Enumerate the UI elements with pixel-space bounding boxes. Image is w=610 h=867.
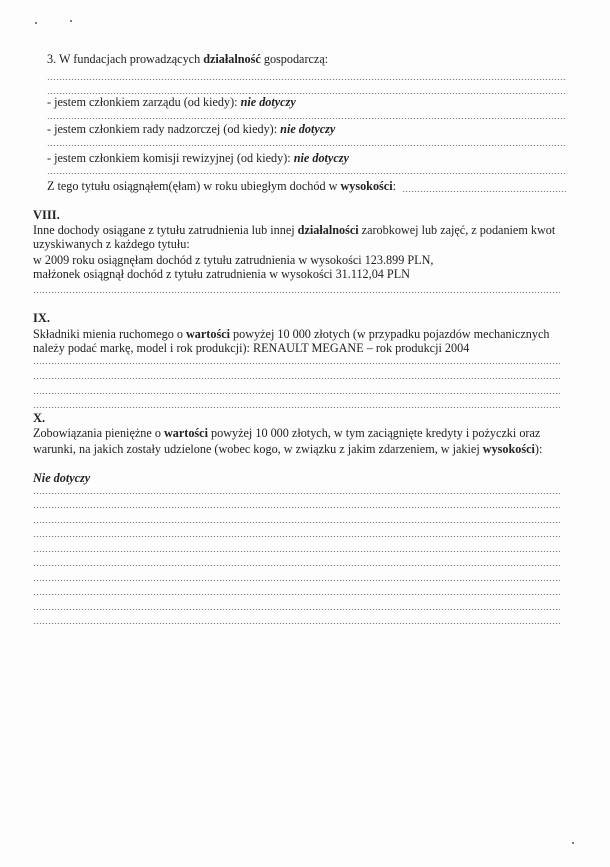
dotted-line <box>33 292 560 293</box>
section-8-answer: małżonek osiągnął dochód z tytułu zatrudnienia w wysokości 31.112,04 PLN <box>33 267 410 281</box>
section-8-text: uzyskiwanych z każdego tytułu: <box>33 237 190 251</box>
dotted-line <box>47 145 567 146</box>
supervisory-board-line: - jestem członkiem rady nadzorczej (od kiedy): nie dotyczy <box>47 122 336 136</box>
dotted-line <box>33 522 560 523</box>
section-9-heading: IX. <box>33 311 51 325</box>
audit-committee-line: - jestem członkiem komisji rewizyjnej (od kiedy): nie dotyczy <box>47 151 349 165</box>
dotted-line <box>33 594 560 595</box>
dotted-line <box>33 393 560 394</box>
income-line: Z tego tytułu osiągnąłem(ęłam) w roku ubiegłym dochód w wysokości: <box>47 179 396 193</box>
scan-speck <box>35 22 37 24</box>
section-10-text: warunki, na jakich zostały udzielone (wobec kogo, w związku z jakim zdarzeniem, w jakiej wysokości): <box>33 442 543 456</box>
dotted-line <box>33 565 560 566</box>
dotted-line <box>33 551 560 552</box>
dotted-line <box>33 609 560 610</box>
dotted-line <box>47 118 567 119</box>
dotted-line <box>402 191 566 192</box>
dotted-line <box>33 363 560 364</box>
section-10-heading: X. <box>33 411 46 425</box>
section-9-text: Składniki mienia ruchomego o wartości powyżej 10 000 złotych (w przypadku pojazdów mechanicznych <box>33 327 550 341</box>
section-8-answer: w 2009 roku osiągnęłam dochód z tytułu zatrudnienia w wysokości 123.899 PLN, <box>33 253 434 267</box>
section-9-answer: należy podać markę, model i rok produkcji): RENAULT MEGANE – rok produkcji 2004 <box>33 341 470 355</box>
dotted-line <box>47 93 567 94</box>
scan-speck <box>70 20 72 22</box>
dotted-line <box>33 493 560 494</box>
dotted-line <box>47 79 567 80</box>
dotted-line <box>33 407 560 408</box>
section-8-heading: VIII. <box>33 208 60 222</box>
section-10-text: Zobowiązania pieniężne o wartości powyżej 10 000 złotych, w tym zaciągnięte kredyty i pożyczki oraz <box>33 426 541 440</box>
dotted-line <box>33 507 560 508</box>
dotted-line <box>33 623 560 624</box>
section-8-text: Inne dochody osiągane z tytułu zatrudnienia lub innej działalności zarobkowej lub zajęć, z podaniem kwot <box>33 223 556 237</box>
dotted-line <box>33 378 560 379</box>
dotted-line <box>33 580 560 581</box>
board-member-line: - jestem członkiem zarządu (od kiedy): nie dotyczy <box>47 95 296 109</box>
scan-speck <box>572 842 574 844</box>
section-3-title: 3. W fundacjach prowadzących działalność gospodarczą: <box>47 52 329 66</box>
dotted-line <box>33 536 560 537</box>
section-10-answer: Nie dotyczy <box>33 471 91 485</box>
dotted-line <box>47 173 567 174</box>
